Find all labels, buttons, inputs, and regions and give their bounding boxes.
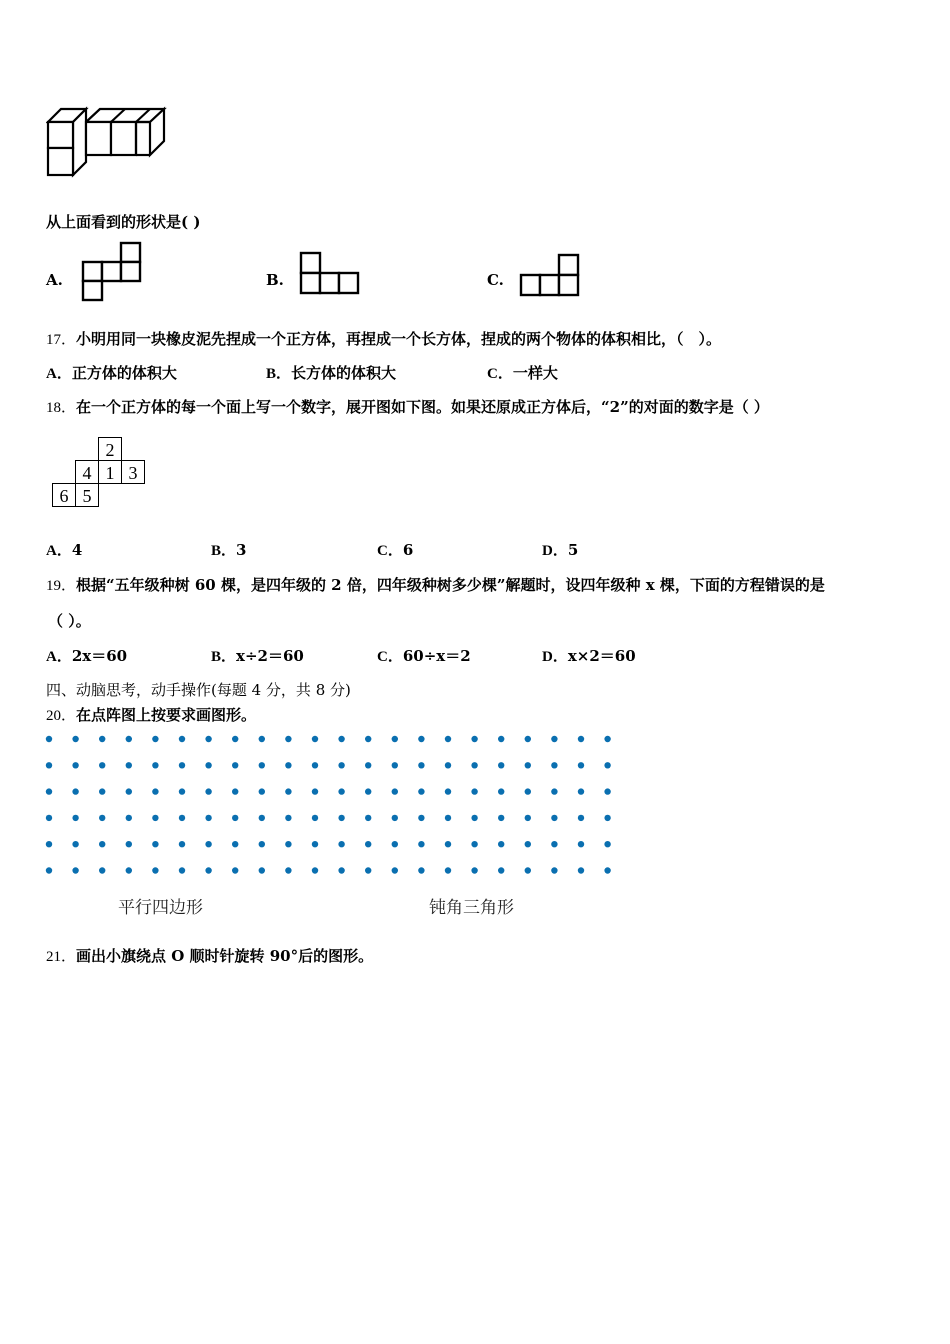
grid-dot[interactable] — [525, 815, 531, 821]
grid-dot[interactable] — [418, 788, 424, 794]
grid-dot[interactable] — [471, 736, 477, 742]
grid-dot[interactable] — [338, 788, 344, 794]
grid-dot[interactable] — [179, 736, 185, 742]
grid-dot[interactable] — [338, 815, 344, 821]
q17-option-b: B．长方体的体积大 — [266, 364, 397, 382]
grid-dot[interactable] — [525, 841, 531, 847]
q18-option-d: D．5 — [542, 541, 579, 559]
grid-dot[interactable] — [99, 762, 105, 768]
grid-dot[interactable] — [498, 867, 504, 873]
grid-dot[interactable] — [152, 867, 158, 873]
grid-dot[interactable] — [179, 815, 185, 821]
grid-dot[interactable] — [445, 841, 451, 847]
q18-question — [46, 397, 769, 418]
grid-dot[interactable] — [312, 815, 318, 821]
q19-option-c: C．60÷x＝2 — [377, 647, 471, 665]
grid-dot[interactable] — [312, 841, 318, 847]
net-cell-number: 4 — [82, 463, 92, 483]
grid-dot[interactable] — [365, 736, 371, 742]
q16-option-c-letter: C. — [487, 271, 504, 289]
q18-text: 在一个正方体的每一个面上写一个数字，展开图如下图。如果还原成正方体后，“2”的对面的数字是（ ） — [76, 398, 769, 416]
grid-dot[interactable] — [418, 841, 424, 847]
grid-dot[interactable] — [418, 736, 424, 742]
grid-dot[interactable] — [604, 762, 610, 768]
cube-net-diagram — [52, 437, 146, 507]
grid-dot[interactable] — [152, 815, 158, 821]
grid-dot[interactable] — [126, 788, 132, 794]
q19-question-line2: （ ）。 — [48, 612, 91, 630]
top-view-option-a-icon — [81, 241, 143, 303]
top-view-option-b-icon — [299, 251, 363, 297]
grid-dot[interactable] — [445, 762, 451, 768]
grid-dot[interactable] — [551, 815, 557, 821]
section-4-title: 四、动脑思考，动手操作(每题 4 分，共 8 分) — [46, 681, 351, 699]
grid-dot[interactable] — [578, 841, 584, 847]
grid-dot[interactable] — [418, 815, 424, 821]
grid-dot[interactable] — [152, 762, 158, 768]
grid-dot[interactable] — [578, 762, 584, 768]
cube-stack-icon — [46, 106, 170, 178]
q16-option-c-figure — [519, 253, 583, 299]
dot-grid-label-obtuse-triangle: 钝角三角形 — [429, 898, 514, 918]
grid-dot[interactable] — [232, 867, 238, 873]
grid-dot[interactable] — [179, 788, 185, 794]
grid-dot[interactable] — [604, 841, 610, 847]
net-cell-number: 5 — [82, 486, 92, 506]
grid-dot[interactable] — [259, 815, 265, 821]
grid-dot[interactable] — [72, 736, 78, 742]
grid-dot[interactable] — [498, 736, 504, 742]
grid-dot[interactable] — [365, 788, 371, 794]
grid-dot[interactable] — [365, 867, 371, 873]
q21-question — [46, 946, 373, 967]
q17-option-a: A．正方体的体积大 — [46, 364, 177, 382]
grid-dot[interactable] — [498, 788, 504, 794]
grid-dot[interactable] — [338, 736, 344, 742]
grid-dot[interactable] — [259, 841, 265, 847]
grid-dot[interactable] — [498, 815, 504, 821]
grid-dot[interactable] — [392, 815, 398, 821]
grid-dot[interactable] — [205, 867, 211, 873]
grid-dot[interactable] — [205, 762, 211, 768]
grid-dot[interactable] — [179, 867, 185, 873]
grid-dot[interactable] — [285, 788, 291, 794]
grid-dot[interactable] — [471, 788, 477, 794]
cube-net-icon — [52, 437, 146, 507]
dot-grid[interactable] — [40, 730, 620, 880]
grid-dot[interactable] — [525, 788, 531, 794]
q19-option-a: A．2x＝60 — [46, 647, 128, 665]
grid-dot[interactable] — [578, 788, 584, 794]
grid-dot[interactable] — [338, 762, 344, 768]
grid-dot[interactable] — [126, 841, 132, 847]
grid-dot[interactable] — [498, 762, 504, 768]
grid-dot[interactable] — [525, 867, 531, 873]
grid-dot[interactable] — [126, 736, 132, 742]
grid-dot[interactable] — [46, 736, 52, 742]
q18-option-b: B．3 — [211, 541, 247, 559]
grid-dot[interactable] — [525, 762, 531, 768]
grid-dot[interactable] — [205, 815, 211, 821]
q21-text: 画出小旗绕点 O 顺时针旋转 90°后的图形。 — [76, 947, 374, 965]
grid-dot[interactable] — [525, 736, 531, 742]
top-view-option-c-icon — [519, 253, 583, 299]
net-cell-number: 6 — [59, 486, 69, 506]
grid-dot[interactable] — [392, 788, 398, 794]
q17-number: 17． — [46, 332, 77, 348]
q16-option-a-letter: A. — [46, 271, 63, 289]
q17-question — [46, 329, 721, 350]
grid-dot[interactable] — [259, 788, 265, 794]
grid-dot[interactable] — [338, 867, 344, 873]
grid-dot[interactable] — [365, 815, 371, 821]
grid-dot[interactable] — [392, 867, 398, 873]
grid-dot[interactable] — [578, 815, 584, 821]
grid-dot[interactable] — [418, 867, 424, 873]
grid-dot[interactable] — [205, 788, 211, 794]
net-cell-number: 1 — [105, 463, 115, 483]
grid-dot[interactable] — [72, 762, 78, 768]
grid-dot[interactable] — [471, 867, 477, 873]
grid-dot[interactable] — [551, 762, 557, 768]
grid-dot[interactable] — [259, 736, 265, 742]
grid-dot[interactable] — [99, 841, 105, 847]
q19-option-b: B．x÷2＝60 — [211, 647, 304, 665]
q20-question — [46, 705, 256, 726]
net-cell-number: 2 — [105, 440, 115, 460]
grid-dot[interactable] — [418, 762, 424, 768]
grid-dot[interactable] — [259, 762, 265, 768]
q17-text: 小明用同一块橡皮泥先捏成一个正方体，再捏成一个长方体，捏成的两个物体的体积相比，（ ）。 — [76, 330, 722, 348]
q20-number: 20． — [46, 708, 77, 724]
grid-dot[interactable] — [46, 788, 52, 794]
grid-dot[interactable] — [285, 841, 291, 847]
q16-option-b-figure — [299, 251, 363, 297]
q19-question-line1 — [46, 575, 825, 596]
grid-dot[interactable] — [285, 762, 291, 768]
grid-dot[interactable] — [205, 841, 211, 847]
grid-dot[interactable] — [365, 762, 371, 768]
grid-dot[interactable] — [259, 867, 265, 873]
grid-dot[interactable] — [312, 788, 318, 794]
grid-dot[interactable] — [312, 867, 318, 873]
grid-dot[interactable] — [471, 841, 477, 847]
q20-text: 在点阵图上按要求画图形。 — [76, 706, 257, 724]
grid-dot[interactable] — [126, 815, 132, 821]
grid-dot[interactable] — [152, 841, 158, 847]
grid-dot[interactable] — [445, 867, 451, 873]
grid-dot[interactable] — [126, 762, 132, 768]
grid-dot[interactable] — [232, 788, 238, 794]
cube-3d-figure — [46, 106, 170, 178]
dot-grid-label-parallelogram: 平行四边形 — [118, 898, 203, 918]
grid-dot[interactable] — [392, 762, 398, 768]
q18-option-a: A．4 — [46, 541, 83, 559]
grid-dot[interactable] — [232, 736, 238, 742]
grid-dot[interactable] — [126, 867, 132, 873]
grid-dot[interactable] — [578, 867, 584, 873]
q19-number: 19． — [46, 578, 77, 594]
grid-dot[interactable] — [205, 736, 211, 742]
grid-dot[interactable] — [99, 815, 105, 821]
grid-dot[interactable] — [99, 736, 105, 742]
grid-dot[interactable] — [551, 788, 557, 794]
q16-option-a-figure — [81, 241, 143, 303]
grid-dot[interactable] — [285, 867, 291, 873]
net-cell-number: 3 — [128, 463, 138, 483]
grid-dot[interactable] — [232, 762, 238, 768]
grid-dot[interactable] — [365, 841, 371, 847]
grid-dot[interactable] — [551, 736, 557, 742]
grid-dot[interactable] — [392, 736, 398, 742]
q18-option-c: C．6 — [377, 541, 414, 559]
grid-dot[interactable] — [99, 788, 105, 794]
grid-dot[interactable] — [285, 815, 291, 821]
grid-dot[interactable] — [99, 867, 105, 873]
grid-dot[interactable] — [445, 736, 451, 742]
grid-dot[interactable] — [72, 841, 78, 847]
grid-dot[interactable] — [312, 736, 318, 742]
grid-dot[interactable] — [285, 736, 291, 742]
grid-dot[interactable] — [445, 815, 451, 821]
grid-dot[interactable] — [72, 815, 78, 821]
grid-dot[interactable] — [72, 867, 78, 873]
q17-option-c: C．一样大 — [487, 364, 558, 382]
grid-dot[interactable] — [179, 841, 185, 847]
grid-dot[interactable] — [604, 867, 610, 873]
q16-prompt: 从上面看到的形状是( ) — [46, 213, 201, 231]
grid-dot[interactable] — [46, 762, 52, 768]
grid-dot[interactable] — [312, 762, 318, 768]
grid-dot[interactable] — [46, 841, 52, 847]
grid-dot[interactable] — [46, 867, 52, 873]
grid-dot[interactable] — [445, 788, 451, 794]
dot-grid-icon — [40, 730, 620, 880]
grid-dot[interactable] — [604, 788, 610, 794]
grid-dot[interactable] — [578, 736, 584, 742]
q16-option-b-letter: B. — [266, 271, 284, 289]
q21-number: 21． — [46, 949, 77, 965]
grid-dot[interactable] — [46, 815, 52, 821]
grid-dot[interactable] — [392, 841, 398, 847]
grid-dot[interactable] — [232, 841, 238, 847]
grid-dot[interactable] — [551, 841, 557, 847]
grid-dot[interactable] — [471, 762, 477, 768]
grid-dot[interactable] — [338, 841, 344, 847]
grid-dot[interactable] — [152, 788, 158, 794]
grid-dot[interactable] — [471, 815, 477, 821]
grid-dot[interactable] — [152, 736, 158, 742]
grid-dot[interactable] — [232, 815, 238, 821]
grid-dot[interactable] — [498, 841, 504, 847]
q19-text: 根据“五年级种树 60 棵，是四年级的 2 倍，四年级种树多少棵”解题时，设四年级种 x 棵，下面的方程错误的是 — [76, 576, 825, 594]
grid-dot[interactable] — [604, 736, 610, 742]
q18-number: 18． — [46, 400, 77, 416]
grid-dot[interactable] — [179, 762, 185, 768]
grid-dot[interactable] — [551, 867, 557, 873]
q19-option-d: D．x×2＝60 — [542, 647, 636, 665]
grid-dot[interactable] — [604, 815, 610, 821]
grid-dot[interactable] — [72, 788, 78, 794]
